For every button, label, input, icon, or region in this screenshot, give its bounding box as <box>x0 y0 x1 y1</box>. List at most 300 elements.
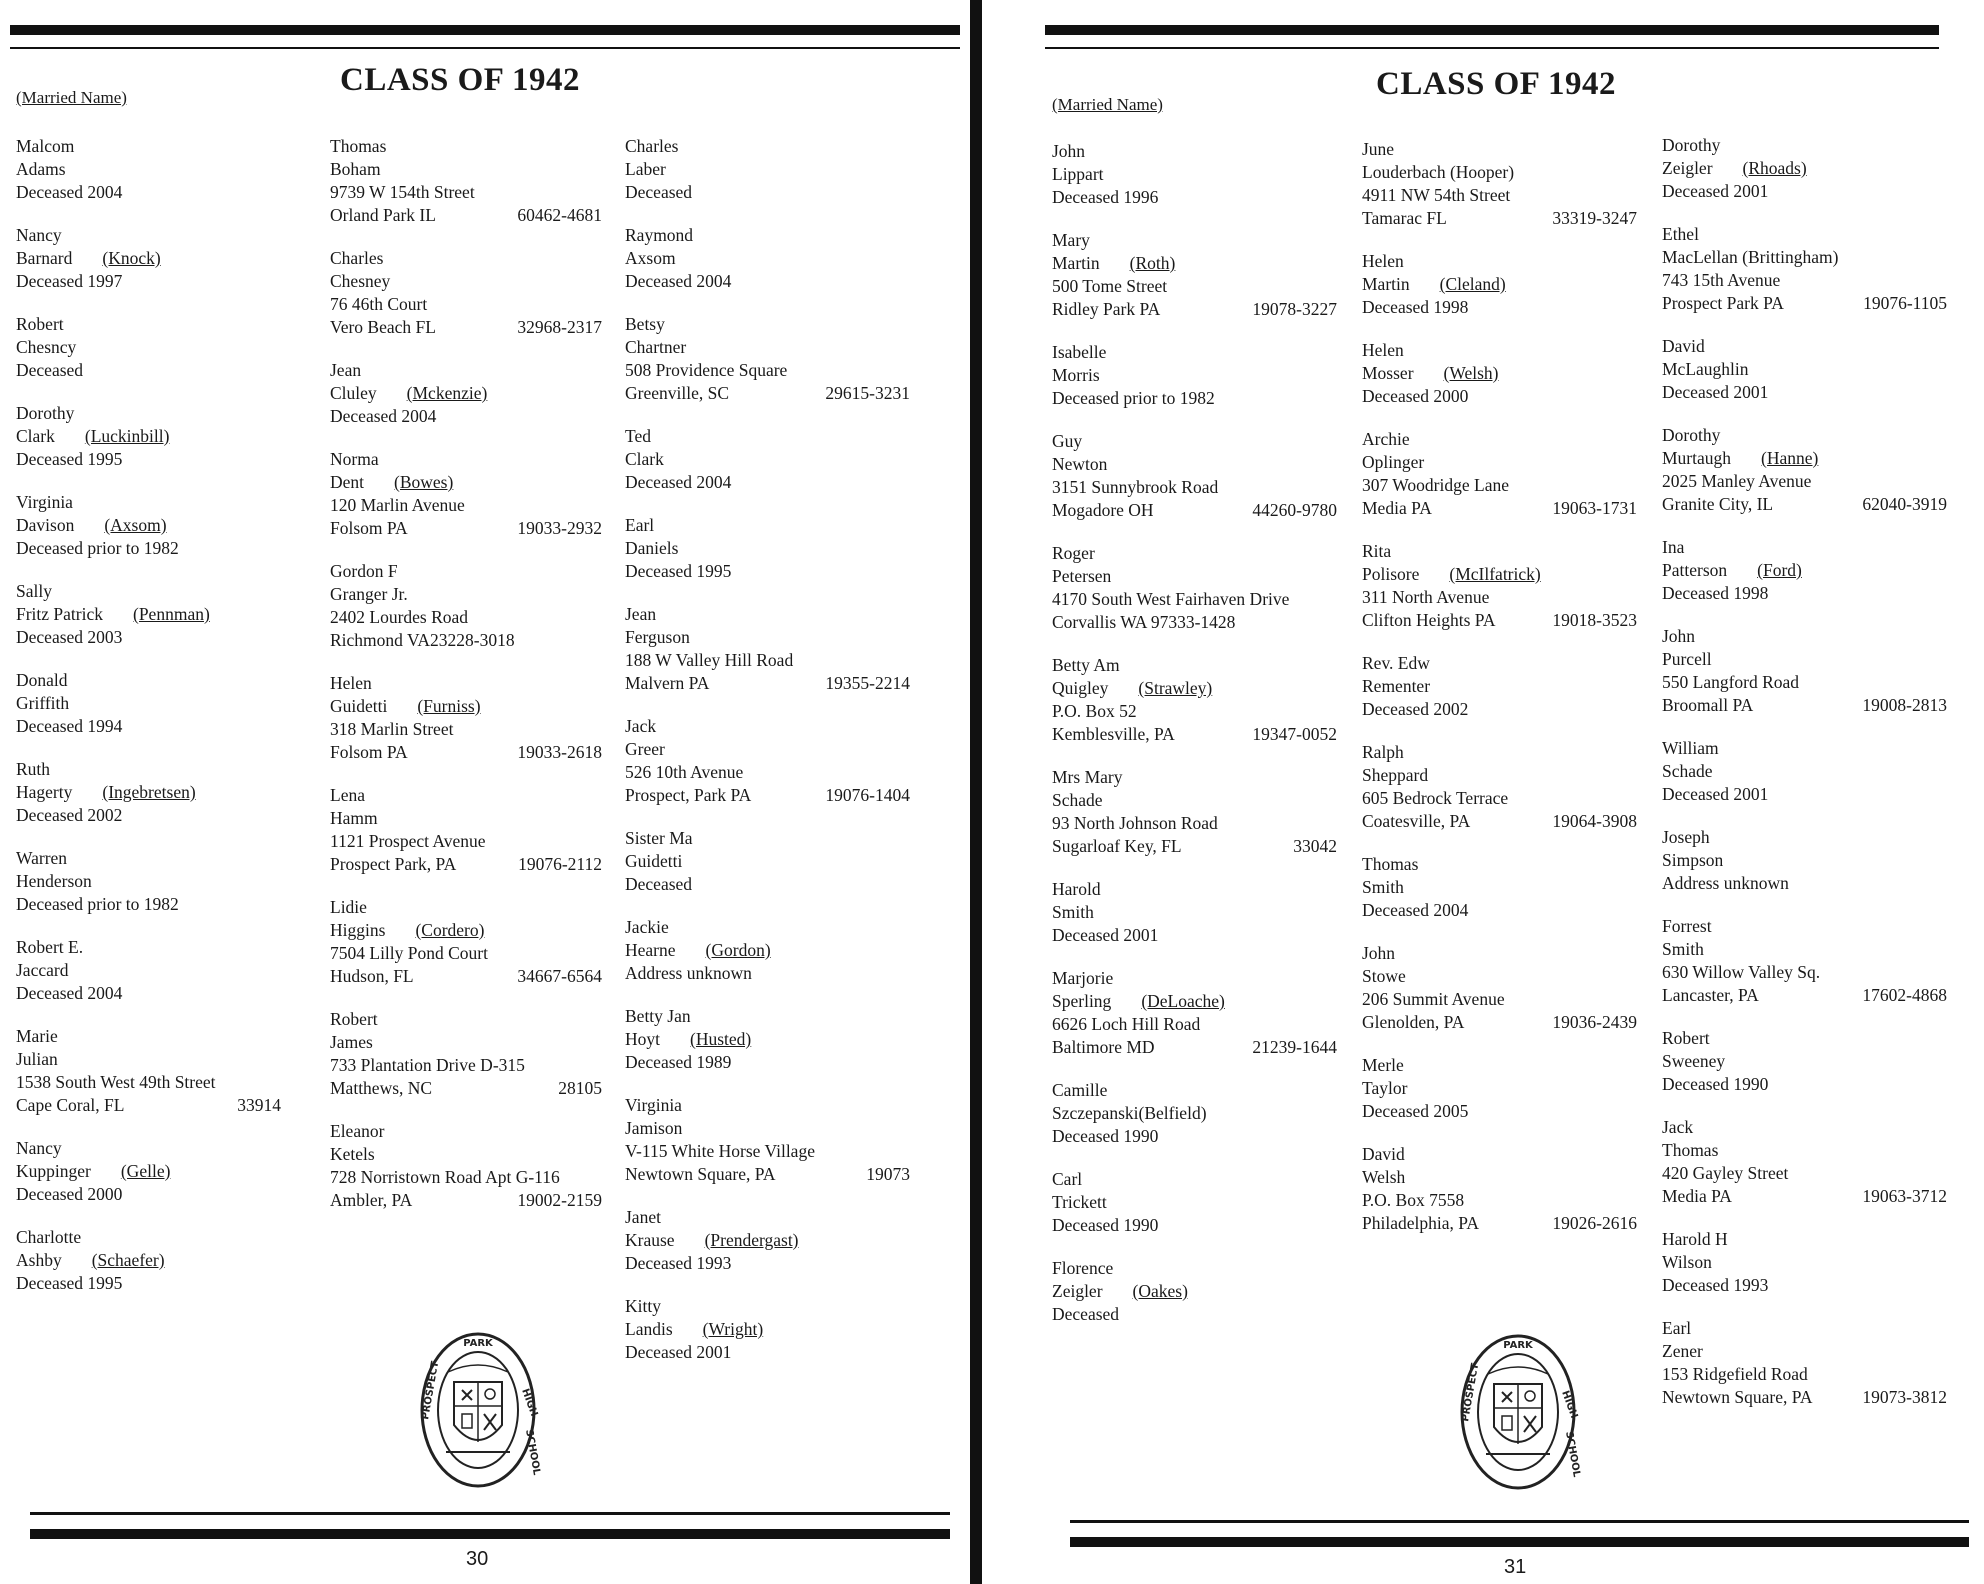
entry-line <box>16 425 281 448</box>
entry-line <box>1362 741 1637 764</box>
entry-line <box>1052 812 1337 835</box>
roster-entry <box>1362 942 1637 1034</box>
roster-entry <box>1362 428 1637 520</box>
roster-entry <box>1362 1054 1637 1123</box>
roster-entry <box>330 247 602 339</box>
zip-code: 19033-2932 <box>517 518 602 538</box>
entry-text: Martin <box>1052 253 1100 273</box>
entry-line <box>1052 476 1337 499</box>
entry-text: Petersen <box>1052 566 1112 586</box>
roster-column <box>1052 140 1337 1346</box>
entry-text: 7504 Lilly Pond Court <box>330 943 488 963</box>
entry-line <box>330 316 602 339</box>
page-title: CLASS OF 1942 <box>1376 66 1616 102</box>
entry-line <box>330 158 602 181</box>
entry-text: John <box>1052 141 1086 161</box>
entry-text: 2402 Lourdes Road <box>330 607 469 627</box>
entry-text: Landis <box>625 1319 673 1339</box>
page-number: 31 <box>1504 1556 1527 1578</box>
entry-line <box>16 1226 281 1249</box>
entry-line <box>625 1117 910 1140</box>
roster-entry <box>16 580 281 649</box>
entry-line <box>1662 1386 1947 1409</box>
entry-text: Purcell <box>1662 649 1712 669</box>
entry-text: Nancy <box>16 1138 62 1158</box>
entry-line <box>1362 853 1637 876</box>
entry-line <box>16 491 281 514</box>
entry-text: Patterson <box>1662 560 1728 580</box>
entry-line <box>1662 984 1947 1007</box>
entry-text: Donald <box>16 670 68 690</box>
entry-line <box>330 1166 602 1189</box>
roster-entry <box>1662 1027 1947 1096</box>
entry-text: Deceased 1993 <box>1662 1275 1769 1295</box>
roster-entry <box>1662 1317 1947 1409</box>
entry-line <box>1662 1317 1947 1340</box>
entry-text: Guidetti <box>625 851 683 871</box>
entry-line <box>1662 671 1947 694</box>
entry-line <box>1662 157 1947 180</box>
zip-code: 19355-2214 <box>825 673 910 693</box>
entry-line <box>1662 1073 1947 1096</box>
entry-line <box>1662 447 1947 470</box>
roster-entry <box>1662 915 1947 1007</box>
entry-text: Helen <box>1362 340 1404 360</box>
entry-line <box>1662 1139 1947 1162</box>
roster-entry <box>16 135 281 204</box>
entry-text: Jean <box>625 604 657 624</box>
entry-text: Davison <box>16 515 75 535</box>
entry-line <box>1362 965 1637 988</box>
entry-text: Guidetti <box>330 696 388 716</box>
roster-entry <box>1362 652 1637 721</box>
roster-entry <box>16 313 281 382</box>
zip-code: 19063-1731 <box>1552 498 1637 518</box>
zip-code: 19076-2112 <box>518 854 602 874</box>
page-title: CLASS OF 1942 <box>340 62 580 98</box>
entry-text: Deceased 2000 <box>16 1184 123 1204</box>
roster-entry <box>1662 223 1947 315</box>
entry-line <box>1052 1125 1337 1148</box>
zip-code: 19033-2618 <box>517 742 602 762</box>
svg-text:PARK: PARK <box>463 1338 493 1349</box>
entry-text: Oplinger <box>1362 452 1425 472</box>
roster-entry <box>625 827 910 896</box>
entry-text: Deceased 1989 <box>625 1052 732 1072</box>
entry-line <box>625 1206 910 1229</box>
roster-entry <box>16 936 281 1005</box>
entry-text: 9739 W 154th Street <box>330 182 475 202</box>
entry-line <box>1662 1363 1947 1386</box>
entry-line <box>625 850 910 873</box>
entry-text: Deceased 1990 <box>1662 1074 1769 1094</box>
entry-line <box>1662 335 1947 358</box>
entry-line <box>1362 942 1637 965</box>
entry-line <box>1052 677 1337 700</box>
entry-text: Eleanor <box>330 1121 385 1141</box>
entry-text: 93 North Johnson Road <box>1052 813 1218 833</box>
entry-text: 1121 Prospect Avenue <box>330 831 486 851</box>
entry-line <box>1362 207 1637 230</box>
entry-text: Guy <box>1052 431 1083 451</box>
married-name: (Cleland) <box>1439 274 1506 294</box>
zip-code: 33319-3247 <box>1552 208 1637 228</box>
entry-text: Ketels <box>330 1144 375 1164</box>
entry-text: Szczepanski(Belfield) <box>1052 1103 1207 1123</box>
roster-entry <box>1052 430 1337 522</box>
entry-line <box>1052 835 1337 858</box>
entry-line <box>625 514 910 537</box>
entry-text: Lippart <box>1052 164 1104 184</box>
entry-line <box>1662 872 1947 895</box>
entry-text: 206 Summit Avenue <box>1362 989 1505 1009</box>
entry-text: Prospect Park, PA <box>330 854 457 874</box>
entry-text: Deceased prior to 1982 <box>1052 388 1215 408</box>
married-name: (Gelle) <box>120 1161 171 1181</box>
entry-text: 153 Ridgefield Road <box>1662 1364 1808 1384</box>
entry-line <box>1362 1212 1637 1235</box>
page-30 <box>0 0 970 1584</box>
roster-entry <box>16 1137 281 1206</box>
entry-text: Deceased 2004 <box>16 182 123 202</box>
entry-line <box>625 336 910 359</box>
zip-code: 33042 <box>1293 836 1337 856</box>
entry-text: Griffith <box>16 693 70 713</box>
entry-text: Barnard <box>16 248 73 268</box>
entry-line <box>625 270 910 293</box>
married-name: (Wright) <box>702 1319 764 1339</box>
entry-line <box>330 695 602 718</box>
entry-line <box>16 537 281 560</box>
entry-text: Newtown Square, PA <box>625 1164 776 1184</box>
roster-entry <box>625 1295 910 1364</box>
entry-text: Trickett <box>1052 1192 1107 1212</box>
svg-text:PARK: PARK <box>1503 1340 1533 1351</box>
entry-text: Deceased 2001 <box>1052 925 1159 945</box>
entry-text: Martin <box>1362 274 1410 294</box>
entry-line <box>330 629 602 652</box>
entry-text: Zeigler <box>1052 1281 1103 1301</box>
entry-line <box>330 204 602 227</box>
entry-line <box>1662 783 1947 806</box>
zip-code: 28105 <box>558 1078 602 1098</box>
entry-line <box>625 626 910 649</box>
entry-text: Ethel <box>1662 224 1699 244</box>
roster-entry <box>330 359 602 428</box>
entry-line <box>625 382 910 405</box>
entry-text: Granite City, IL <box>1662 494 1774 514</box>
entry-line <box>625 425 910 448</box>
entry-line <box>16 1048 281 1071</box>
entry-line <box>1052 275 1337 298</box>
roster-column <box>1662 134 1947 1429</box>
school-seal-icon <box>1458 1332 1582 1497</box>
entry-text: Kuppinger <box>16 1161 91 1181</box>
entry-line <box>1662 938 1947 961</box>
entry-line <box>1662 1274 1947 1297</box>
entry-line <box>16 1071 281 1094</box>
entry-line <box>16 669 281 692</box>
entry-text: Newtown Square, PA <box>1662 1387 1813 1407</box>
entry-text: 4170 South West Fairhaven Drive <box>1052 589 1290 609</box>
roster-entry <box>16 669 281 738</box>
roster-entry <box>16 758 281 827</box>
top-rule <box>10 25 960 49</box>
page-31 <box>1040 0 1984 1584</box>
entry-text: Hagerty <box>16 782 73 802</box>
entry-line <box>625 1229 910 1252</box>
entry-line <box>1662 760 1947 783</box>
entry-text: Harold H <box>1662 1229 1728 1249</box>
entry-text: Axsom <box>625 248 676 268</box>
entry-text: 2025 Manley Avenue <box>1662 471 1812 491</box>
entry-text: Murtaugh <box>1662 448 1732 468</box>
entry-line <box>625 471 910 494</box>
entry-text: 550 Langford Road <box>1662 672 1800 692</box>
entry-text: Mary <box>1052 230 1090 250</box>
entry-text: Folsom PA <box>330 742 408 762</box>
entry-text: Charlotte <box>16 1227 82 1247</box>
entry-text: Vero Beach FL <box>330 317 436 337</box>
entry-text: Hudson, FL <box>330 966 414 986</box>
married-name: (Mckenzie) <box>406 383 488 403</box>
entry-line <box>625 560 910 583</box>
entry-text: Jamison <box>625 1118 683 1138</box>
entry-text: Raymond <box>625 225 694 245</box>
entry-line <box>330 853 602 876</box>
roster-entry <box>625 224 910 293</box>
entry-text: John <box>1362 943 1396 963</box>
entry-line <box>1052 1079 1337 1102</box>
entry-line <box>625 939 910 962</box>
married-name: (Prendergast) <box>704 1230 799 1250</box>
entry-text: Prospect, Park PA <box>625 785 752 805</box>
entry-line <box>330 1120 602 1143</box>
entry-line <box>1362 138 1637 161</box>
entry-text: Henderson <box>16 871 92 891</box>
roster-entry <box>1662 134 1947 203</box>
entry-text: Marjorie <box>1052 968 1114 988</box>
entry-text: 1538 South West 49th Street <box>16 1072 216 1092</box>
roster-entry <box>1052 1257 1337 1326</box>
entry-line <box>1662 1116 1947 1139</box>
entry-text: Matthews, NC <box>330 1078 433 1098</box>
entry-line <box>1362 899 1637 922</box>
entry-text: V-115 White Horse Village <box>625 1141 815 1161</box>
zip-code: 34667-6564 <box>517 966 602 986</box>
entry-line <box>1662 470 1947 493</box>
entry-line <box>330 494 602 517</box>
married-name: (Roth) <box>1129 253 1176 273</box>
roster-entry <box>625 603 910 695</box>
entry-text: Lidie <box>330 897 367 917</box>
entry-text: Deceased 1998 <box>1362 297 1469 317</box>
entry-line <box>1362 1143 1637 1166</box>
zip-code: 29615-3231 <box>825 383 910 403</box>
entry-line <box>1362 540 1637 563</box>
entry-text: Richmond VA23228-3018 <box>330 630 515 650</box>
entry-text: Sweeney <box>1662 1051 1726 1071</box>
roster-entry <box>625 425 910 494</box>
entry-line <box>1052 1013 1337 1036</box>
entry-line <box>330 560 602 583</box>
entry-line <box>16 135 281 158</box>
entry-line <box>625 537 910 560</box>
entry-line <box>1662 1027 1947 1050</box>
entry-text: Sheppard <box>1362 765 1429 785</box>
entry-line <box>625 1005 910 1028</box>
entry-text: Betsy <box>625 314 665 334</box>
entry-text: Schade <box>1052 790 1103 810</box>
entry-text: Jaccard <box>16 960 69 980</box>
entry-text: Janet <box>625 1207 661 1227</box>
entry-text: Deceased 2000 <box>1362 386 1469 406</box>
entry-text: William <box>1662 738 1719 758</box>
entry-text: Granger Jr. <box>330 584 408 604</box>
entry-text: Simpson <box>1662 850 1724 870</box>
roster-entry <box>330 672 602 764</box>
entry-line <box>1362 451 1637 474</box>
entry-line <box>1052 341 1337 364</box>
entry-line <box>16 313 281 336</box>
entry-line <box>330 583 602 606</box>
entry-line <box>1052 229 1337 252</box>
entry-text: Baltimore MD <box>1052 1037 1155 1057</box>
entry-line <box>1052 140 1337 163</box>
entry-line <box>1052 1303 1337 1326</box>
roster-entry <box>16 402 281 471</box>
entry-line <box>1662 134 1947 157</box>
entry-line <box>1052 1280 1337 1303</box>
roster-column <box>625 135 910 1384</box>
entry-line <box>1662 694 1947 717</box>
zip-code: 17602-4868 <box>1862 985 1947 1005</box>
roster-entry <box>625 1206 910 1275</box>
entry-text: Carl <box>1052 1169 1083 1189</box>
entry-line <box>1362 810 1637 833</box>
entry-text: 3151 Sunnybrook Road <box>1052 477 1219 497</box>
roster-entry <box>330 896 602 988</box>
entry-text: Louderbach (Hooper) <box>1362 162 1515 182</box>
entry-line <box>16 1025 281 1048</box>
entry-line <box>1052 924 1337 947</box>
entry-text: Orland Park IL <box>330 205 436 225</box>
entry-line <box>1362 586 1637 609</box>
entry-text: Coatesville, PA <box>1362 811 1471 831</box>
entry-line <box>16 224 281 247</box>
roster-entry <box>625 1094 910 1186</box>
zip-code: 19002-2159 <box>517 1190 602 1210</box>
roster-entry <box>1052 654 1337 746</box>
entry-text: Malcom <box>16 136 75 156</box>
roster-entry <box>330 560 602 652</box>
entry-line <box>330 517 602 540</box>
entry-text: 508 Providence Square <box>625 360 788 380</box>
entry-line <box>330 1054 602 1077</box>
entry-text: Deceased <box>625 874 693 894</box>
entry-line <box>330 471 602 494</box>
entry-line <box>330 606 602 629</box>
entry-line <box>1362 698 1637 721</box>
entry-line <box>330 382 602 405</box>
entry-line <box>16 982 281 1005</box>
entry-text: Folsom PA <box>330 518 408 538</box>
entry-line <box>1052 453 1337 476</box>
entry-line <box>1362 1054 1637 1077</box>
entry-line <box>1052 542 1337 565</box>
entry-text: Lancaster, PA <box>1662 985 1759 1005</box>
entry-line <box>625 448 910 471</box>
entry-text: Sister Ma <box>625 828 693 848</box>
entry-line <box>1362 652 1637 675</box>
roster-entry <box>625 135 910 204</box>
zip-code: 19073-3812 <box>1862 1387 1947 1407</box>
entry-line <box>1052 723 1337 746</box>
roster-entry <box>1662 737 1947 806</box>
entry-text: Robert <box>16 314 64 334</box>
married-name-label: (Married Name) <box>1052 95 1163 114</box>
entry-line <box>625 761 910 784</box>
entry-text: Deceased 1995 <box>625 561 732 581</box>
entry-text: Mosser <box>1362 363 1414 383</box>
entry-line <box>1362 787 1637 810</box>
entry-text: 500 Tome Street <box>1052 276 1168 296</box>
roster-entry <box>1052 878 1337 947</box>
entry-line <box>625 672 910 695</box>
entry-text: Thomas <box>1362 854 1419 874</box>
entry-line <box>330 919 602 942</box>
entry-text: Lena <box>330 785 365 805</box>
entry-text: Joseph <box>1662 827 1710 847</box>
entry-line <box>1362 609 1637 632</box>
entry-line <box>1052 789 1337 812</box>
entry-text: Wilson <box>1662 1252 1712 1272</box>
entry-text: Deceased 2005 <box>1362 1101 1469 1121</box>
entry-line <box>16 692 281 715</box>
roster-entry <box>16 224 281 293</box>
entry-text: Helen <box>330 673 372 693</box>
entry-line <box>16 1137 281 1160</box>
married-name: (Luckinbill) <box>84 426 170 446</box>
roster-entry <box>1662 1228 1947 1297</box>
entry-line <box>1362 428 1637 451</box>
entry-text: Virginia <box>16 492 73 512</box>
roster-entry <box>1052 1168 1337 1237</box>
entry-line <box>1362 1166 1637 1189</box>
married-name: (Knock) <box>102 248 161 268</box>
married-name: (Oakes) <box>1132 1281 1188 1301</box>
entry-line <box>16 402 281 425</box>
entry-text: 311 North Avenue <box>1362 587 1490 607</box>
entry-text: 733 Plantation Drive D-315 <box>330 1055 525 1075</box>
entry-text: Deceased 1997 <box>16 271 123 291</box>
entry-text: Address unknown <box>1662 873 1789 893</box>
entry-text: Dorothy <box>1662 425 1721 445</box>
entry-text: Deceased 1998 <box>1662 583 1769 603</box>
entry-line <box>625 715 910 738</box>
entry-line <box>330 672 602 695</box>
entry-line <box>625 916 910 939</box>
roster-entry <box>625 514 910 583</box>
entry-text: Schade <box>1662 761 1713 781</box>
entry-line <box>625 1028 910 1051</box>
entry-text: Jackie <box>625 917 669 937</box>
entry-text: Nancy <box>16 225 62 245</box>
entry-line <box>1052 430 1337 453</box>
entry-text: Cape Coral, FL <box>16 1095 125 1115</box>
married-name: (Hanne) <box>1761 448 1819 468</box>
entry-line <box>625 247 910 270</box>
